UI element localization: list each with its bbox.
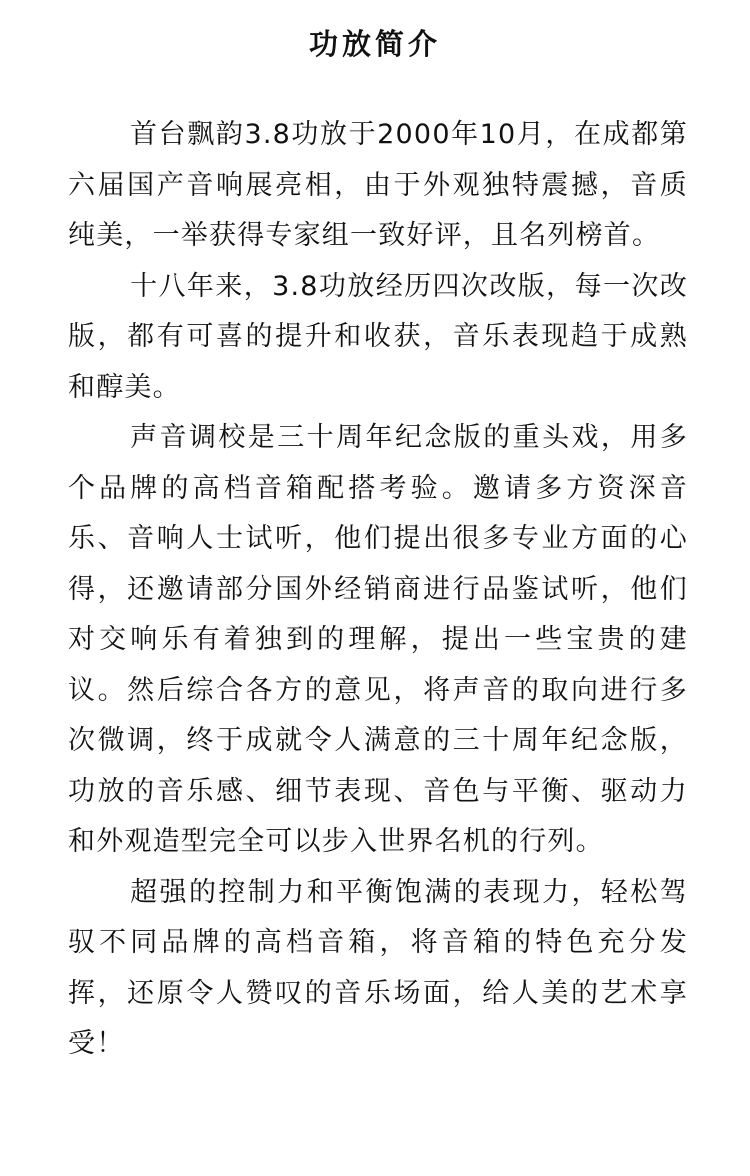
paragraph-history: 十八年来，3.8功放经历四次改版，每一次改版，都有可喜的提升和收获，音乐表现趋于成熟和醇美。	[68, 270, 688, 403]
page-title: 功放简介	[308, 27, 441, 61]
paragraph-tuning: 声音调校是三十周年纪念版的重头戏，用多个品牌的高档音箱配搭考验。邀请多方资深音乐、音响人士试听，他们提出很多专业方面的心得，还邀请部分国外经销商进行品鉴试听，他们对交响乐有着独到的理解，提出一些宝贵的建议。然后综合各方的意见，将声音的取向进行多次微调，终于成就令人满意的三十周年纪念版，功放的音乐感、细节表现、音色与平衡、驱动力和外观造型完全可以步入世界名机的行列。	[68, 422, 688, 857]
document-body	[68, 110, 688, 1070]
paragraph-debut: 首台飘韵3.8功放于2000年10月，在成都第六届国产音响展亮相，由于外观独特震撼，音质纯美，一举获得专家组一致好评，且名列榜首。	[68, 119, 688, 251]
paragraph-performance: 超强的控制力和平衡饱满的表现力，轻松驾驭不同品牌的高档音箱，将音箱的特色充分发挥，还原令人赞叹的音乐场面，给人美的艺术享受！	[68, 876, 688, 1059]
